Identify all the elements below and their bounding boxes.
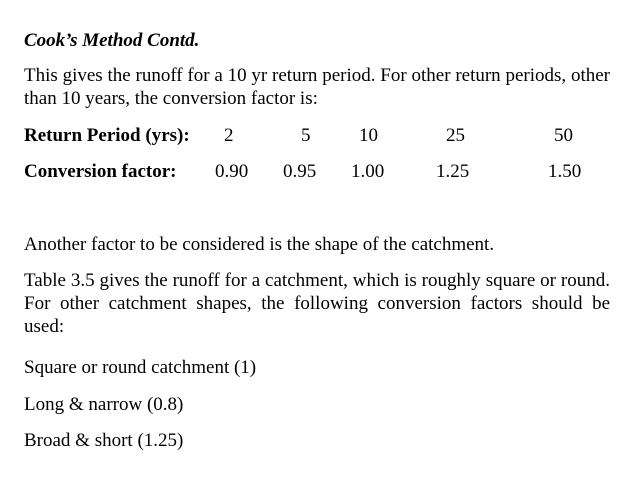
conversion-factor-value: 0.90 [215,161,249,182]
shape-factor-item: Square or round catchment (1) [24,357,257,378]
return-period-value: 2 [224,125,234,146]
shape-factor-item: Long & narrow (0.8) [24,394,184,415]
conversion-factor-value: 1.50 [548,161,582,182]
return-period-value: 5 [301,125,311,146]
return-period-value: 25 [446,125,465,146]
conversion-factor-value: 0.95 [283,161,317,182]
slide-content [24,0,610,478]
conversion-factor-value: 1.00 [351,161,385,182]
shape-intro: Another factor to be considered is the shape of the catchment. [24,234,495,255]
intro-paragraph: This gives the runoff for a 10 yr return period. For other return periods, other than 10 years, the conversion factor is: [24,65,610,109]
page-title: Cook’s Method Contd. [24,30,200,51]
return-period-value: 10 [359,125,378,146]
conversion-factor-value: 1.25 [436,161,470,182]
return-period-value: 50 [554,125,573,146]
conversion-factor-label: Conversion factor: [24,161,177,182]
shape-factor-item: Broad & short (1.25) [24,430,184,451]
return-period-label: Return Period (yrs): [24,125,190,146]
table-note-paragraph: Table 3.5 gives the runoff for a catchment, which is roughly square or round. For other catchment shapes, the following conversion factors should be used: [24,270,610,337]
